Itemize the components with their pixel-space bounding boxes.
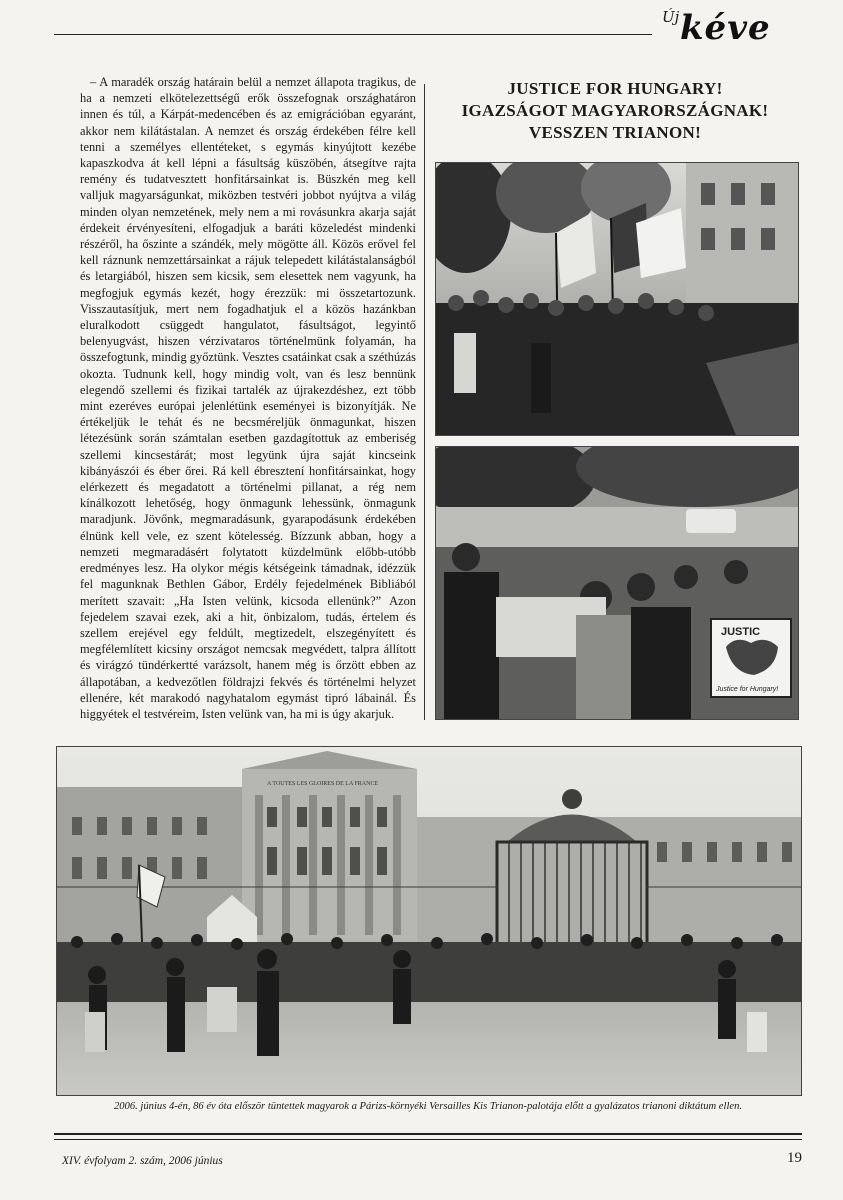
headline-line-3: VESSZEN TRIANON! <box>528 123 702 142</box>
headline-line-1: JUSTICE FOR HUNGARY! <box>507 79 723 98</box>
article-paragraph: – A maradék ország határain belül a nemzet állapota tragikus, de ha a nemzeti elkötelezettségű erők összefognak országhatáron innen és túl, a Kárpát-medencében és az emigrációban egyaránt, akkor nem kilátástalan. A nemzet és ország érdekében félre kell tenni a személyes ellentéteket, s egymás kinyújtott kezébe kapaszkodva át kell lépni a fásultság küszöbén, átsegítve rajta remény és tudatvesztett honfitársainkat is. Büszkén meg kell valljuk magyarságunkat, miközben testvéri jobbot nyújtva a világ minden olyan nemzetének, mely nem a mi rovásunkra akarja saját érdekeit érvényesíteni, elfogadjuk a baráti közeledést mindenki részéről, ha őszinte a szándék, mely mögötte áll. Közös erővel fel kell ráznunk nemzettársainkat a rájuk telepedett kilátástalanságból és letargiából, hiszen sem kicsik, sem elesettek nem vagyunk, ha megfogjuk egymás kezét, hogy érezzük: mi összetartozunk. Visszautasítjuk, mert nem fogadhatjuk el a közös hazánkban eluralkodott csüggedt hangulatot, fásultságot, legyintő belenyugvást, hiszen vérzivataros történelmünk folyamán, ha összefogtunk, mindig győztünk. Vesztes csatáinkat csak a széthúzás okozta. Tudnunk kell, hogy mindig volt, van és lesz bennünk elegendő szellemi és fizikai tartalék az újrakezdéshez, ezt több mint ezeréves európai jelenlétünk eseményei is bizonyítják. Ne értékeljük le tehát és ne becsméreljük önmagunkat, hiszen létezésünk során számtalan esetben gazdagítottuk az emberiség szellemi kincsestárát; most legyünk újra saját kincseink kibányászói és éber őrei. Rá kell ébresztení honfitársainkat, hogy elérkezett és megadatott a történelmi pillanat, a rég nem kínálkozott lehetőség, hogy önmagunk lehessünk, önmagunk maradjunk. Jövőnk, megmaradásunk, gyarapodásunk érdekében élnünk kell vele, ez szent kötelesség. Bízzunk abban, hogy a nemzeti megmaradásért folytatott küzdelmünk előbb-utóbb eredményes lesz. Ha olykor mégis kétségeink támadnak, idézzük fel magunknak Bethlen Gábor, Erdély fejedelmének Bibliából merített szavait: „Ha Isten velünk, kicsoda ellenünk?” Azon fejedelem szavai ezek, aki a hit, önbizalom, tudás, értelem és szellem erejével egy feldúlt, megtizedelt, elszegényített és megfélemlített kicsiny országot nemcsak megvédett, talpra állított és virágzó tündérkertté varázsolt, hanem még is őrzött ebben az állapotában, a kedvezőtlen földrajzi fekvés és történelmi helyzet ellenére, két marakodó nagyhatalom egymást tipró lábainál. És higgyétek el testvéreim, Isten velünk van, ha mi is úgy akarjuk. <box>80 75 416 721</box>
sign-text-top: JUSTIC <box>721 626 761 638</box>
photo-versailles-crowd <box>56 746 802 1096</box>
footer-issue: XIV. évfolyam 2. szám, 2006 június <box>62 1155 223 1167</box>
header-rule <box>54 34 652 35</box>
article-body <box>80 74 416 722</box>
sign-text-bottom: Justice for Hungary! <box>716 686 779 693</box>
photo-caption: 2006. június 4-én, 86 év óta először tüntettek magyarok a Párizs-környéki Versailles Kis Trianon-palotája előtt a gyalázatos trianoni diktátum ellen. <box>113 1101 743 1112</box>
footer-rule-thin <box>54 1139 802 1140</box>
column-divider <box>424 84 425 720</box>
magazine-logo: kéve <box>680 8 771 48</box>
footer-rule-thick <box>54 1133 802 1135</box>
headline-line-2: IGAZSÁGOT MAGYARORSZÁGNAK! <box>461 101 769 120</box>
headline <box>432 78 798 144</box>
logo-prefix: Új <box>662 8 680 26</box>
page-number: 19 <box>787 1150 802 1166</box>
photo-demonstrators-sign <box>435 446 799 720</box>
photo-street-march <box>435 162 799 436</box>
building-inscription: A TOUTES LES GLOIRES DE LA FRANCE <box>267 781 379 787</box>
